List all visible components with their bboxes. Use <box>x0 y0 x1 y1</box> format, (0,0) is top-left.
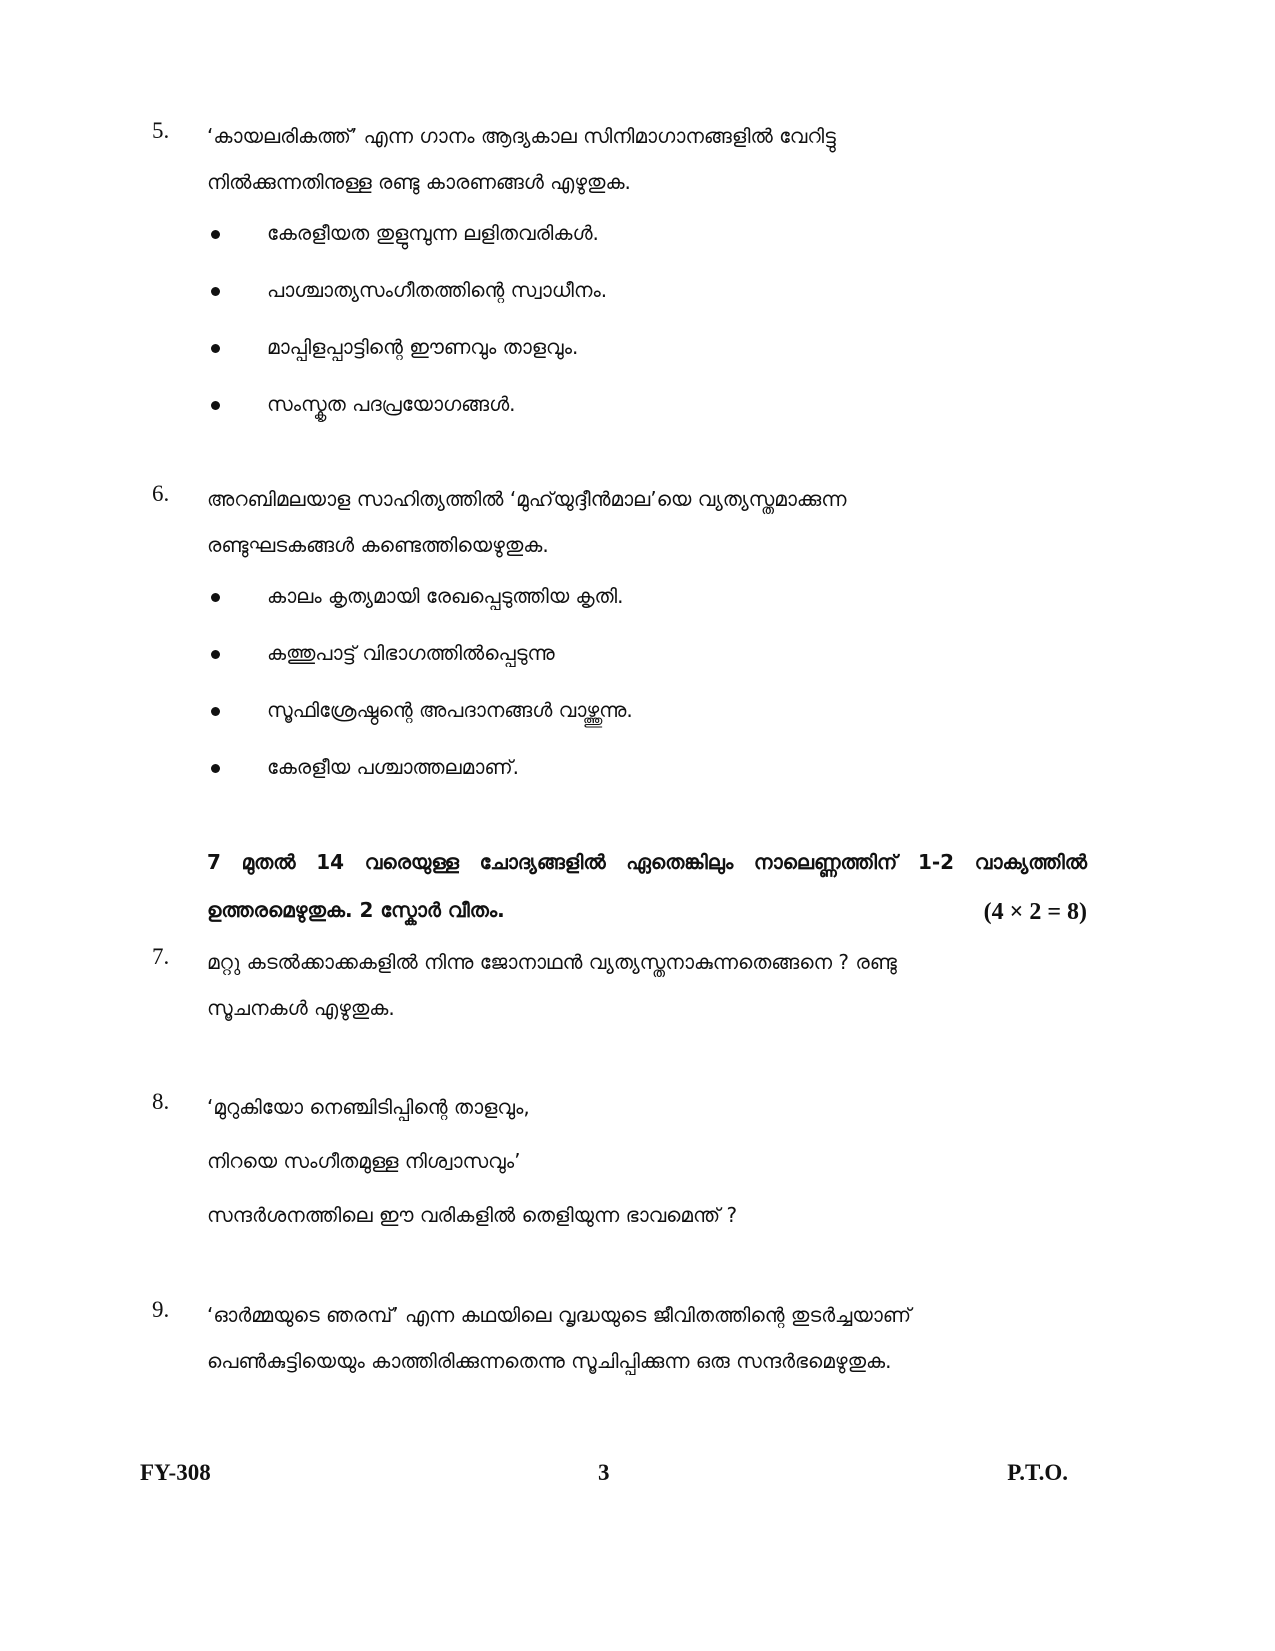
option-list <box>207 220 1087 448</box>
option-text: കത്തുപാട്ട് വിഭാഗത്തിൽപ്പെടുന്നു <box>267 641 555 665</box>
question-number: 7. <box>152 944 170 969</box>
bullet-icon <box>211 707 220 716</box>
pto-note: P.T.O. <box>1007 1460 1068 1485</box>
question-text-line: ‘ഓർമ്മയുടെ ഞരമ്പ്’ എന്ന കഥയിലെ വൃദ്ധയുടെ ജീവിതത്തിന്റെ തുടർച്ചയാണ് <box>207 1303 912 1327</box>
option-text: കാലം കൃത്യമായി രേഖപ്പെടുത്തിയ കൃതി. <box>267 584 624 608</box>
bullet-icon <box>211 287 220 296</box>
instruction-line: ഉത്തരമെഴുതുക. 2 സ്കോർ വീതം. <box>207 898 505 922</box>
option-text: സംസ്കൃത പദപ്രയോഗങ്ങൾ. <box>267 392 516 416</box>
list-item <box>207 334 1087 391</box>
question-text-line: ‘കായലരികത്ത്’ എന്ന ഗാനം ആദ്യകാല സിനിമാഗാനങ്ങളിൽ വേറിട്ടു <box>207 124 836 148</box>
question-number: 8. <box>152 1089 170 1114</box>
bullet-icon <box>211 230 220 239</box>
bullet-icon <box>211 344 220 353</box>
question-number: 6. <box>152 481 170 506</box>
paper-code: FY-308 <box>140 1460 211 1485</box>
question-text-line: സന്ദർശനത്തിലെ ഈ വരികളിൽ തെളിയുന്ന ഭാവമെന്ത് ? <box>207 1203 738 1227</box>
list-item <box>207 391 1087 448</box>
bullet-icon <box>211 650 220 659</box>
section-instruction <box>207 838 1087 934</box>
list-item <box>207 277 1087 334</box>
list-item <box>207 583 1087 640</box>
question-text-line: മറ്റു കടൽക്കാക്കകളിൽ നിന്നു ജോനാഥൻ വ്യത്യസ്തനാകുന്നതെങ്ങനെ ? രണ്ടു <box>207 950 897 974</box>
question-number: 9. <box>152 1297 170 1322</box>
option-text: പാശ്ചാത്യസംഗീതത്തിന്റെ സ്വാധീനം. <box>267 278 608 302</box>
question-text-line: നിറയെ സംഗീതമുള്ള നിശ്വാസവും’ <box>207 1149 521 1173</box>
list-item <box>207 697 1087 754</box>
question-text-line: അറബിമലയാള സാഹിത്യത്തിൽ ‘മുഹ്‌യുദ്ദീൻമാല’യെ വ്യത്യസ്തമാക്കുന്ന <box>207 487 847 511</box>
option-text: കേരളീയ പശ്ചാത്തലമാണ്. <box>267 755 519 779</box>
bullet-icon <box>211 764 220 773</box>
list-item <box>207 754 1087 811</box>
option-text: സൂഫിശ്രേഷ്ഠന്റെ അപദാനങ്ങൾ വാഴ്ത്തുന്നു. <box>267 698 633 722</box>
bullet-icon <box>211 593 220 602</box>
option-text: മാപ്പിളപ്പാട്ടിന്റെ ഈണവും താളവും. <box>267 335 579 359</box>
list-item <box>207 220 1087 277</box>
option-list <box>207 583 1087 811</box>
marks-allocation: (4 × 2 = 8) <box>983 899 1087 925</box>
question-number: 5. <box>152 118 170 143</box>
option-text: കേരളീയത തുളുമ്പുന്ന ലളിതവരികൾ. <box>267 221 599 245</box>
instruction-line: 7 മുതൽ 14 വരെയുള്ള ചോദ്യങ്ങളിൽ ഏതെങ്കിലും നാലെണ്ണത്തിന് 1-2 വാക്യത്തിൽ <box>207 850 1087 874</box>
question-text-line: രണ്ടുഘടകങ്ങൾ കണ്ടെത്തിയെഴുതുക. <box>207 533 549 557</box>
list-item <box>207 640 1087 697</box>
question-text-line: പെൺകുട്ടിയെയും കാത്തിരിക്കുന്നതെന്നു സൂചിപ്പിക്കുന്ന ഒരു സന്ദർഭമെഴുതുക. <box>207 1349 892 1373</box>
page-number: 3 <box>598 1460 610 1485</box>
question-text-line: ‘മുറുകിയോ നെഞ്ചിടിപ്പിന്റെ താളവും, <box>207 1095 530 1119</box>
question-text-line: സൂചനകൾ എഴുതുക. <box>207 996 395 1020</box>
question-text-line: നിൽക്കുന്നതിനുള്ള രണ്ടു കാരണങ്ങൾ എഴുതുക. <box>207 170 631 194</box>
bullet-icon <box>211 401 220 410</box>
